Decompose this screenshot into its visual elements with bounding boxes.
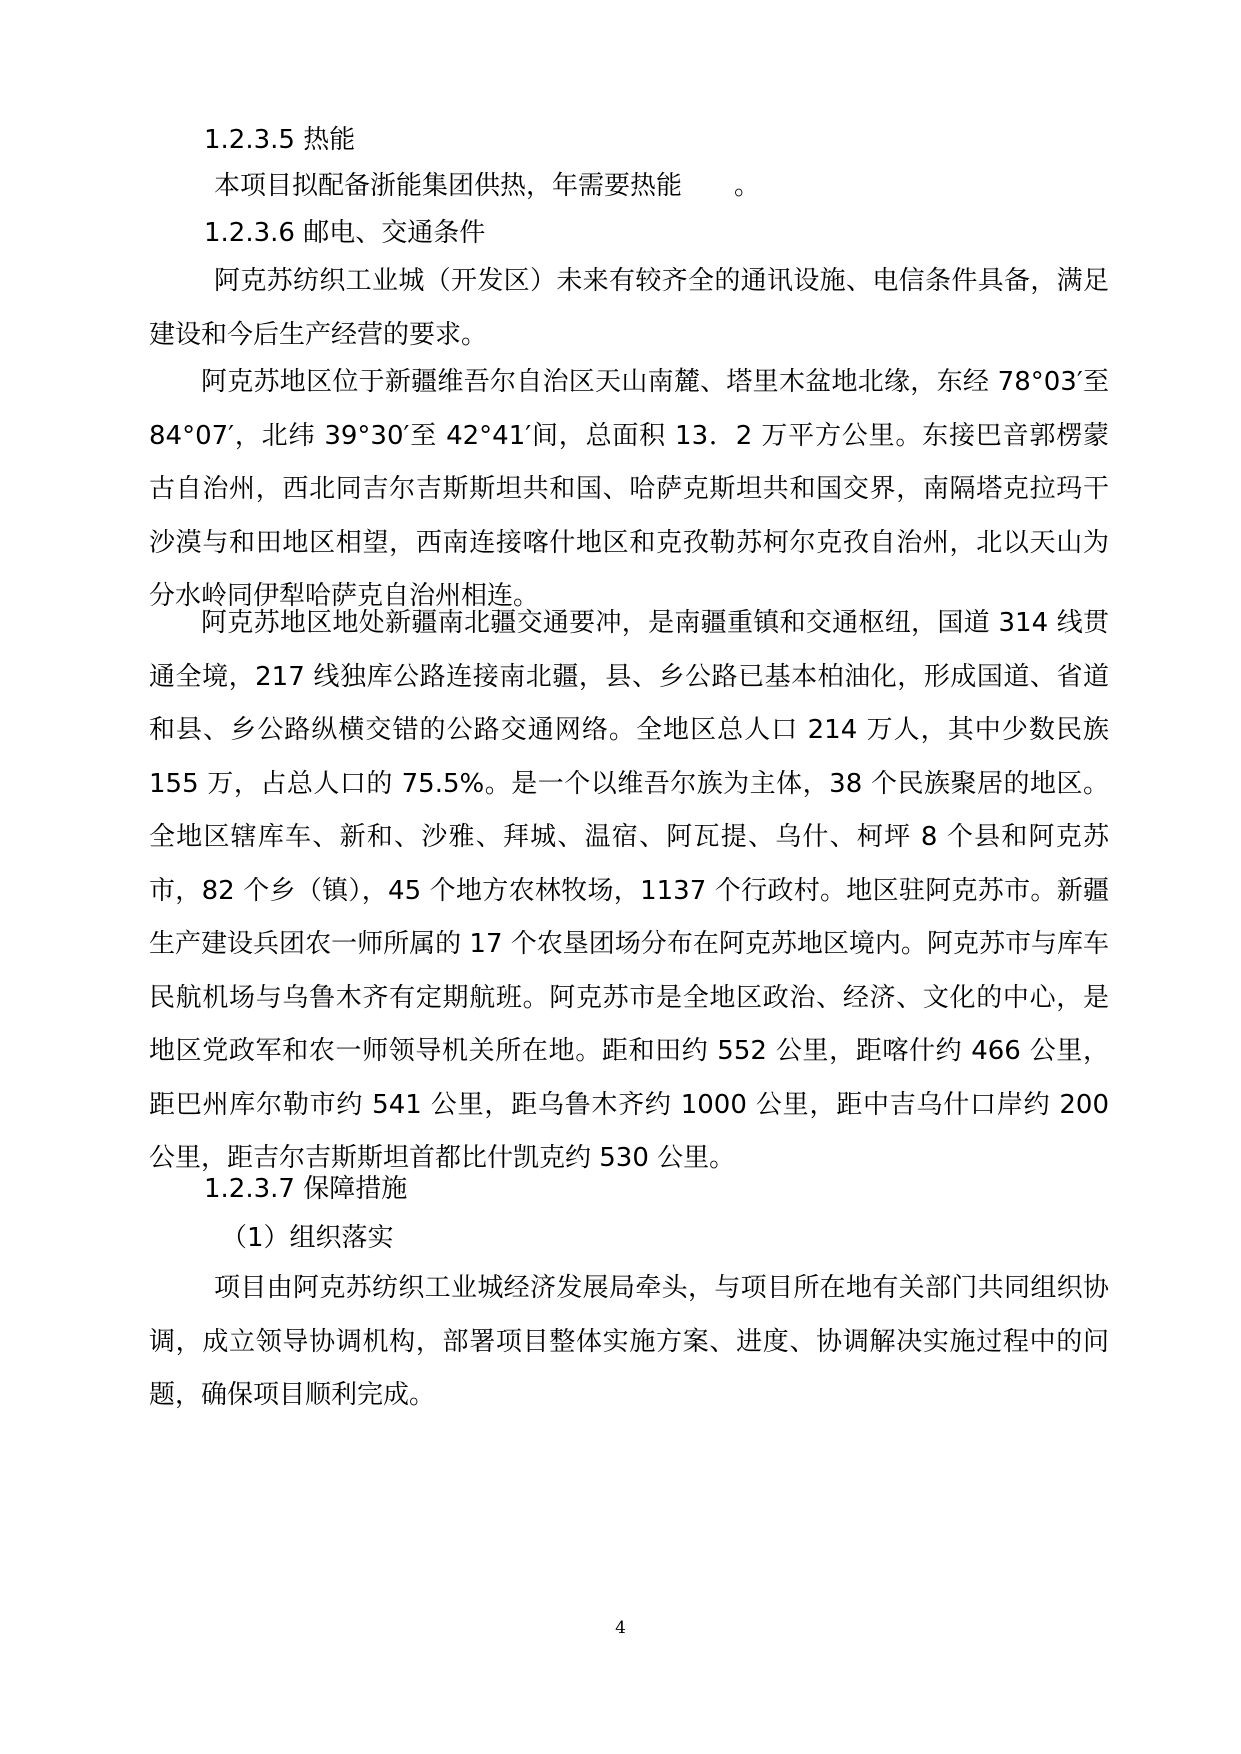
page-number: 4 [615, 1618, 626, 1638]
section-heading-1-2-3-5: 1.2.3.5 热能 [204, 125, 356, 155]
paragraph-telecom: 阿克苏纺织工业城（开发区）未来有较齐全的通讯设施、电信条件具备，满足建设和今后生产经营的要求。 [149, 266, 1109, 350]
paragraph-organization: 项目由阿克苏纺织工业城经济发展局牵头，与项目所在地有关部门共同组织协调，成立领导协调机构，部署项目整体实施方案、进度、协调解决实施过程中的问题，确保项目顺利完成。 [149, 1273, 1109, 1410]
section-heading-1-2-3-7: 1.2.3.7 保障措施 [204, 1174, 408, 1204]
subheading-organization: （1）组织落实 [221, 1223, 394, 1253]
paragraph-transport: 阿克苏地区地处新疆南北疆交通要冲，是南疆重镇和交通枢纽，国道 314 线贯通全境，217 线独库公路连接南北疆，县、乡公路已基本柏油化，形成国道、省道和县、乡公路纵横交错的公路交通网络。全地区总人口 214 万人，其中少数民族 155 万，占总人口的 75.5%。是一个以维吾尔族为主体，38 个民族聚居的地区。全地区辖库车、新和、沙雅、拜城、温宿、阿瓦提、乌什、柯坪 8 个县和阿克苏市，82 个乡（镇），45 个地方农林牧场，1137 个行政村。地区驻阿克苏市。新疆生产建设兵团农一师所属的 17 个农垦团场分布在阿克苏地区境内。阿克苏市与库车民航机场与乌鲁木齐有定期航班。阿克苏市是全地区政治、经济、文化的中心，是地区党政军和农一师领导机关所在地。距和田约 552 公里，距喀什约 466 公里，距巴州库尔勒市约 541 公里，距乌鲁木齐约 1000 公里，距中吉乌什口岸约 200 公里，距吉尔吉斯斯坦首都比什凯克约 530 公里。 [149, 608, 1109, 1173]
paragraph-location: 阿克苏地区位于新疆维吾尔自治区天山南麓、塔里木盆地北缘，东经 78°03′至 84°07′，北纬 39°30′至 42°41′间，总面积 13．2 万平方公里。东接巴音郭楞蒙古自治州，西北同吉尔吉斯斯坦共和国、哈萨克斯坦共和国交界，南隔塔克拉玛干沙漠与和田地区相望，西南连接喀什地区和克孜勒苏柯尔克孜自治州，北以天山为分水岭同伊犁哈萨克自治州相连。 [149, 367, 1109, 611]
section-heading-1-2-3-6: 1.2.3.6 邮电、交通条件 [204, 218, 486, 248]
paragraph-heat: 本项目拟配备浙能集团供热，年需要热能 。 [214, 171, 761, 201]
